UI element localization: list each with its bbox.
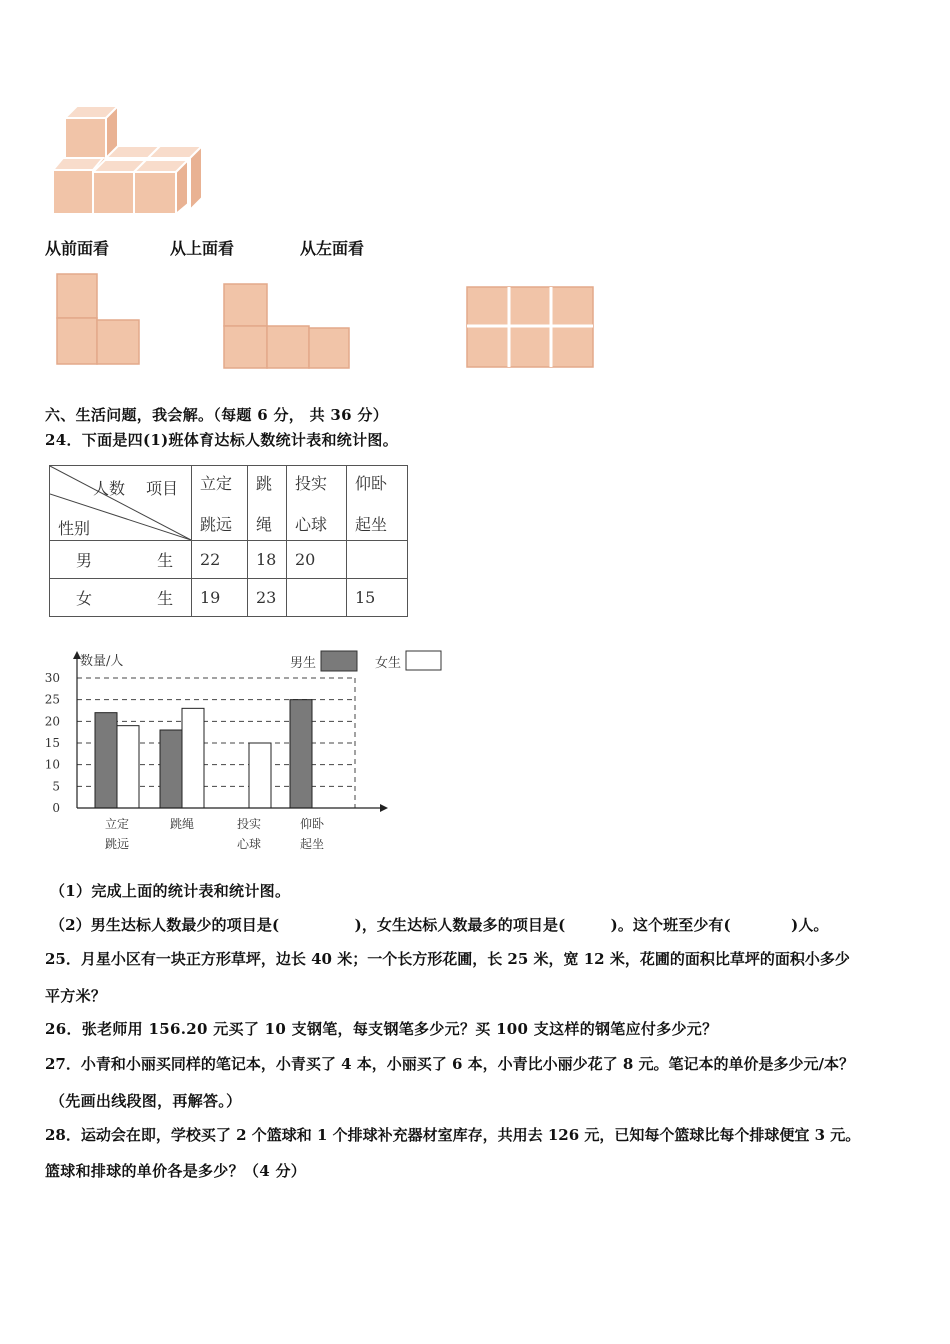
q27-line2: （先画出线段图，再解答。） [50,1092,242,1110]
x-category-label: 立定 [104,817,130,831]
row-label [50,541,192,579]
y-tick-label: 20 [44,714,60,729]
corner-label-item: 项目 [146,479,179,498]
row-label [50,579,192,617]
table-cell [347,541,408,579]
header-text: 绳 [256,515,273,534]
corner-label-gender: 性别 [58,519,91,538]
table-cell: 23 [248,579,287,617]
table-corner-cell [50,466,192,541]
q28-line1: 28．运动会在即，学校买了 2 个篮球和 1 个排球补充器材室库存，共用去 126 元，已知每个篮球比每个排球便宜 3 元。 [45,1126,861,1144]
row-label-a: 男 [76,551,93,570]
corner-label-count: 人数 [93,479,126,498]
header-text: 跳 [256,474,273,493]
q24-sub1: （1）完成上面的统计表和统计图。 [50,882,291,900]
legend-boys-label: 男生 [290,656,317,671]
left-view-label: 从左面看 [300,239,365,258]
q27-line1: 27．小青和小丽买同样的笔记本，小青买了 4 本，小丽买了 6 本，小青比小丽少花了 8 元。笔记本的单价是多少元/本？ [45,1055,855,1073]
stats-table [49,465,408,617]
bar-chart [40,645,460,860]
table-row-boys [50,541,408,579]
x-category-label: 心球 [236,837,262,851]
x-category-label: 投实 [236,817,262,831]
y-tick-label: 15 [44,736,60,750]
x-category-label: 跳绳 [169,817,195,831]
table-row-girls [50,579,408,617]
x-category-label: 起坐 [299,837,325,851]
table-cell: 22 [192,541,248,579]
q25-line1: 25．月星小区有一块正方形草坪，边长 40 米；一个长方形花圃，长 25 米，宽 12 米，花圃的面积比草坪的面积小多少 [45,950,850,968]
header-text: 跳远 [200,515,233,534]
row-label-b: 生 [157,551,174,570]
bar-boys [95,713,117,808]
header-rope [248,466,287,541]
table-cell [287,579,347,617]
x-category-label: 仰卧 [299,817,325,831]
row-label-b: 生 [157,589,174,608]
bar-boys [290,700,312,808]
chart-y-axis-label: 数量/人 [80,654,124,669]
bar-boys [160,730,182,808]
q24-title: 24．下面是四(1)班体育达标人数统计表和统计图。 [45,431,399,449]
left-view-figure [465,285,595,369]
bar-girls [182,708,204,808]
header-long-jump [192,466,248,541]
cube-stack-figure [48,100,208,218]
header-text: 起坐 [355,515,388,534]
y-tick-label: 5 [52,779,60,794]
bar-girls [117,726,139,808]
header-ball-throw [287,466,347,541]
header-text: 立定 [200,474,233,493]
bar-girls [249,743,271,808]
y-tick-label: 25 [44,692,60,707]
y-tick-label: 0 [52,801,60,815]
header-text: 仰卧 [355,474,388,493]
table-cell: 18 [248,541,287,579]
section-6-title: 六、生活问题，我会解。（每题 6 分， 共 36 分） [45,406,389,424]
y-tick-label: 30 [44,671,60,685]
row-label-a: 女 [76,589,93,608]
q24-sub2: （2）男生达标人数最少的项目是( )，女生达标人数最多的项目是( )。这个班至少有( )人。 [50,916,829,934]
header-text: 心球 [295,515,328,534]
legend-girls-swatch [406,651,441,670]
q28-line2: 篮球和排球的单价各是多少？（4 分） [45,1162,307,1180]
table-cell: 20 [287,541,347,579]
top-view-figure [222,282,354,370]
front-view-label: 从前面看 [45,239,110,258]
legend-boys-swatch [321,651,357,671]
q26: 26．张老师用 156.20 元买了 10 支钢笔，每支钢笔多少元？买 100 支这样的钢笔应付多少元？ [45,1020,718,1038]
header-text: 投实 [295,474,328,493]
table-cell: 15 [347,579,408,617]
table-cell: 19 [192,579,248,617]
front-view-figure [55,272,145,368]
legend-girls-label: 女生 [375,656,402,671]
header-situps [347,466,408,541]
q25-line2: 平方米？ [45,987,107,1005]
x-category-label: 跳远 [104,837,130,851]
y-tick-label: 10 [44,757,60,772]
x-axis-arrow [380,804,388,812]
top-view-label: 从上面看 [170,239,235,258]
